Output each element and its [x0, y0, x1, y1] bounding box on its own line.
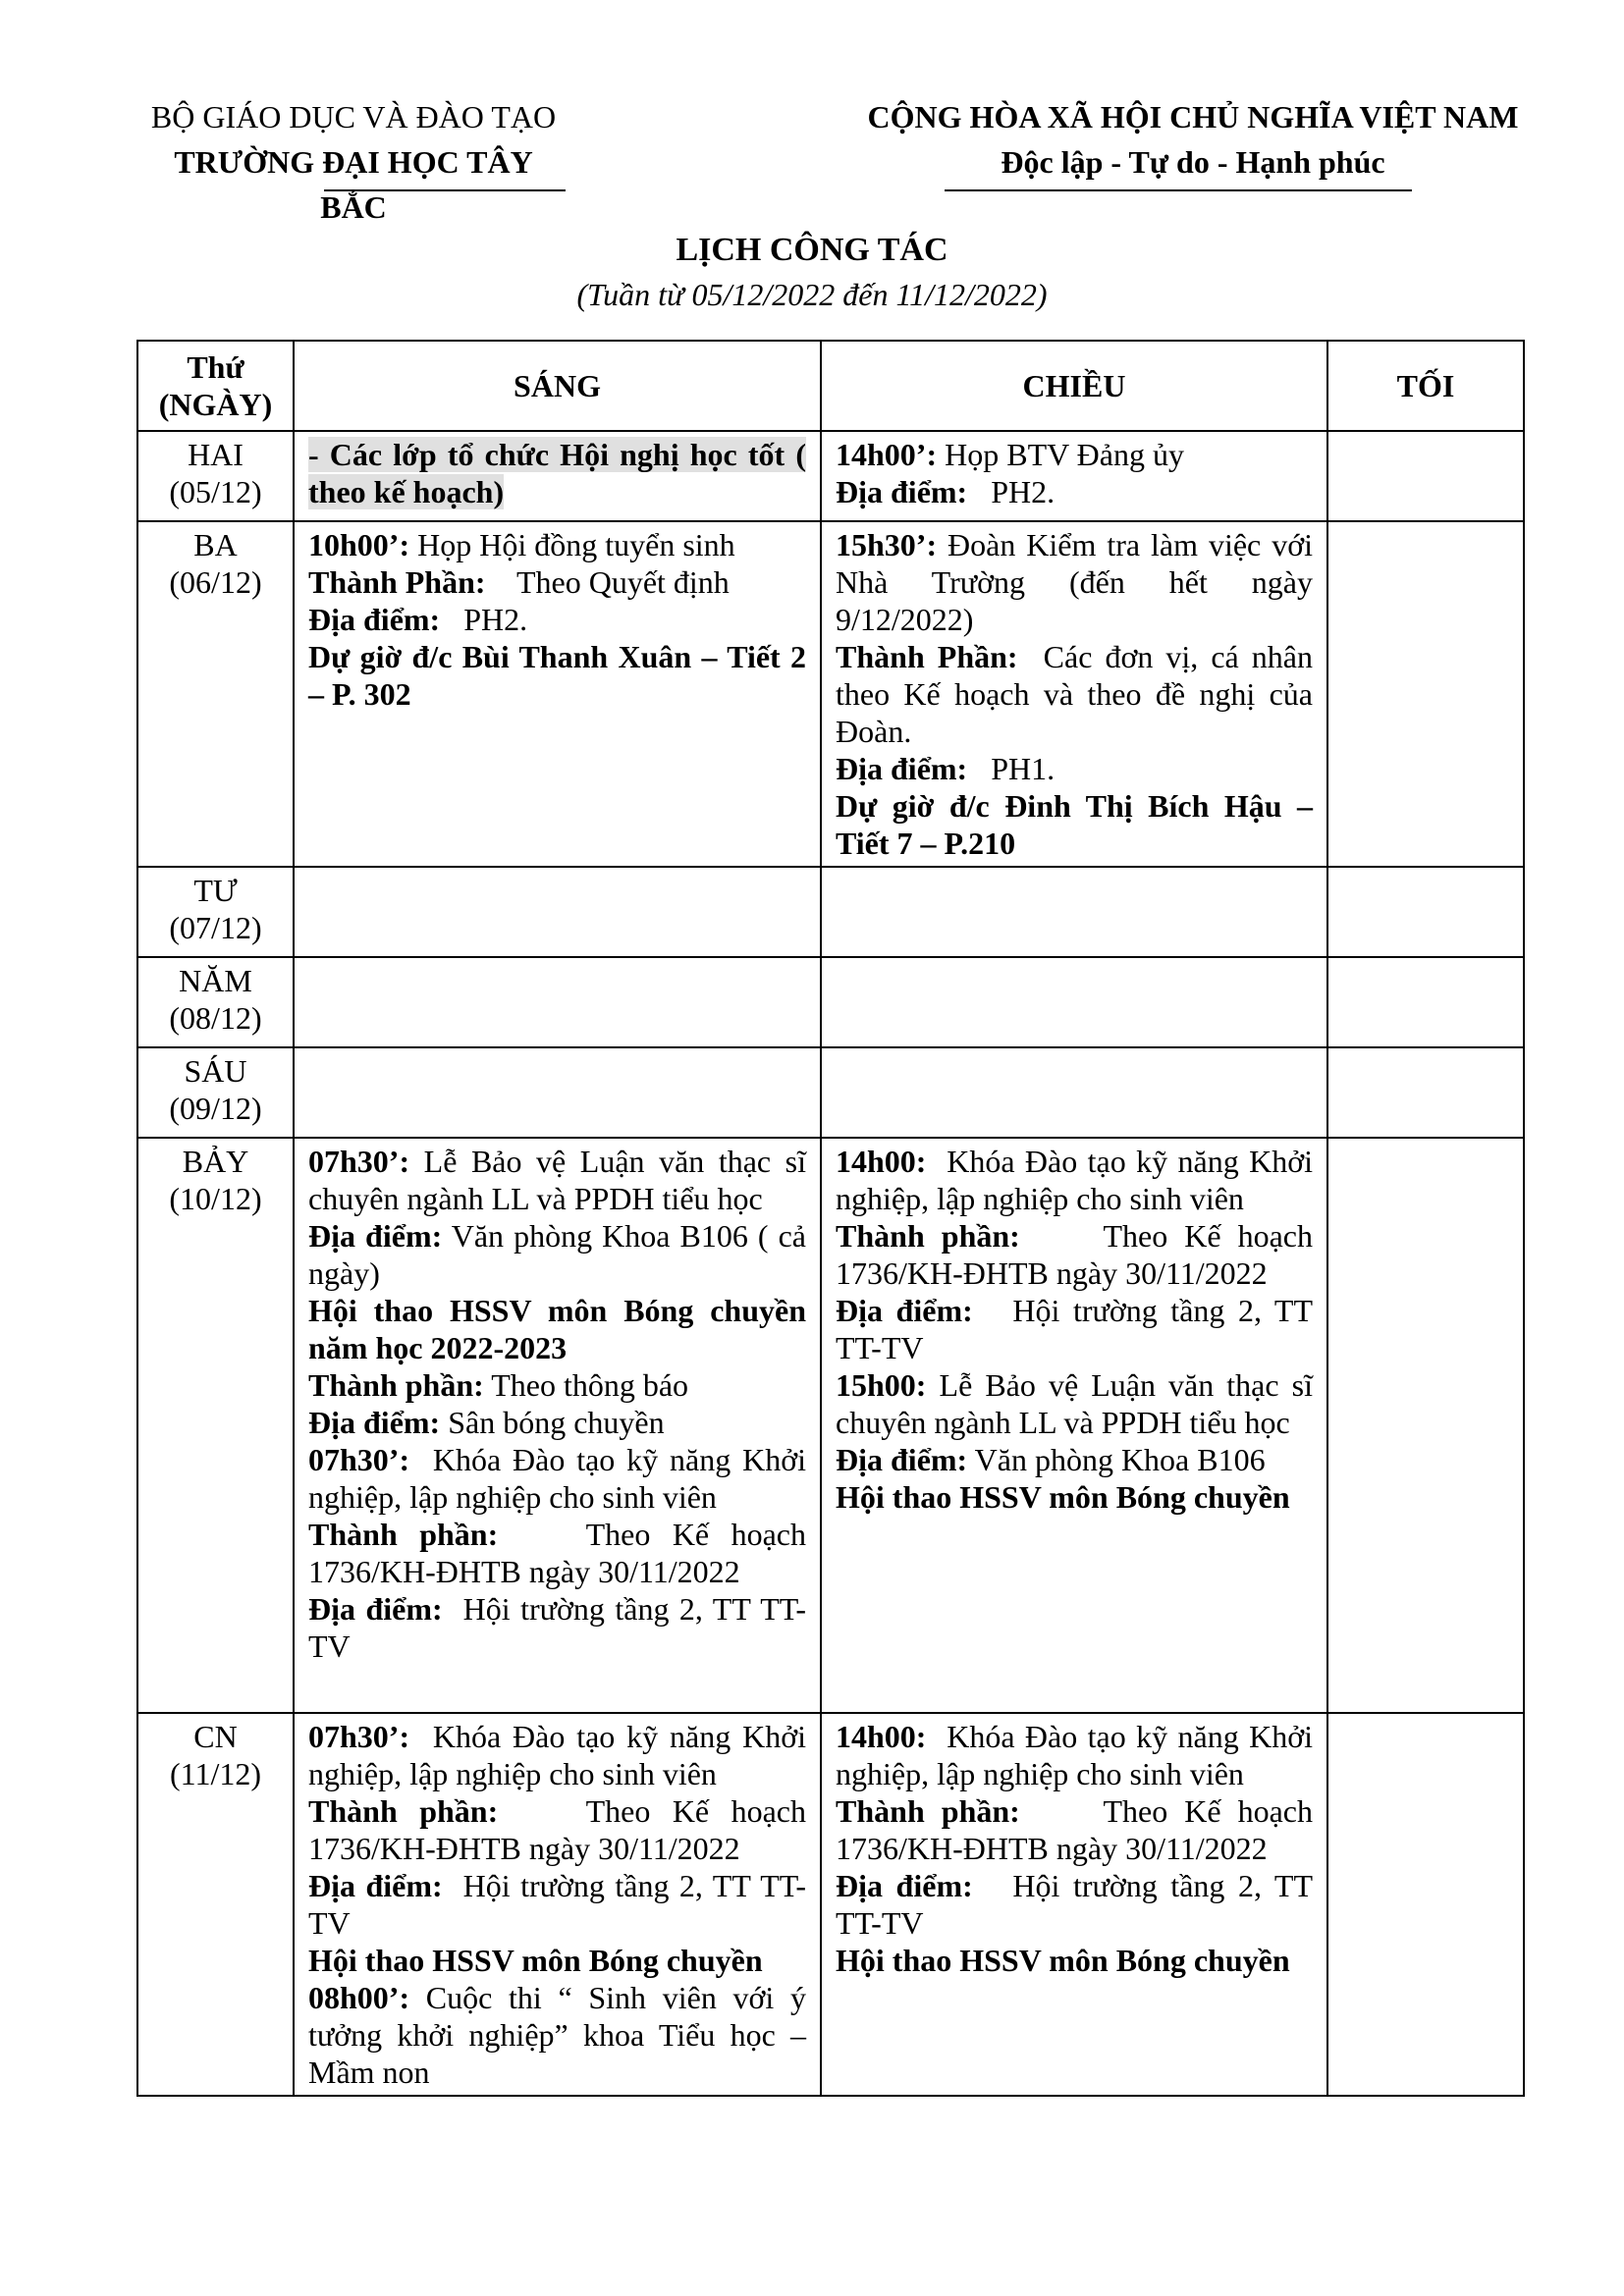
evening-cell — [1327, 867, 1524, 957]
entry-text: Họp Hội đồng tuyển sinh — [409, 527, 735, 562]
table-row — [137, 957, 1524, 1047]
day-name: SÁU — [184, 1053, 247, 1089]
schedule-entry — [308, 1979, 814, 2091]
entry-text: Khóa Đào tạo kỹ năng Khởi nghiệp, lập nghiệp cho sinh viên — [308, 1442, 814, 1515]
entry-heading: Hội thao HSSV môn Bóng chuyền — [836, 1479, 1290, 1515]
header-day — [137, 341, 294, 431]
day-cell — [137, 1713, 294, 2096]
national-heading — [839, 94, 1546, 185]
day-cell — [137, 957, 294, 1047]
schedule-entry — [308, 1942, 806, 1979]
schedule-entry — [836, 1478, 1313, 1516]
table-row — [137, 1047, 1524, 1138]
day-cell — [137, 867, 294, 957]
schedule-entry — [836, 750, 1313, 787]
table-row — [137, 867, 1524, 957]
schedule-entry — [836, 1867, 1321, 1942]
day-name: HAI — [188, 437, 244, 472]
evening-cell — [1327, 521, 1524, 867]
entry-heading: Hội thao HSSV môn Bóng chuyền — [308, 1943, 763, 1978]
issuer-underline — [324, 189, 566, 191]
evening-cell — [1327, 431, 1524, 521]
entry-text: Theo Kế hoạch 1736/KH-ĐHTB ngày 30/11/2022 — [836, 1793, 1322, 1866]
entry-text: Theo Kế hoạch 1736/KH-ĐHTB ngày 30/11/2022 — [308, 1793, 815, 1866]
entry-label: 15h30’: — [836, 527, 938, 562]
evening-cell — [1327, 1138, 1524, 1713]
entry-label: 14h00: — [836, 1144, 927, 1179]
day-cell — [137, 431, 294, 521]
table-row — [137, 521, 1524, 867]
entry-label: Thành phần: — [308, 1517, 499, 1552]
entry-text: Đoàn Kiểm tra làm việc với Nhà Trường (đến hết ngày 9/12/2022) — [836, 527, 1321, 637]
morning-cell — [294, 1713, 821, 2096]
schedule-entry — [836, 473, 1313, 510]
schedule-entry — [836, 1217, 1322, 1292]
day-name: TƯ — [193, 873, 238, 908]
day-name: NĂM — [179, 963, 252, 998]
afternoon-cell — [821, 957, 1327, 1047]
header-evening: TỐI — [1327, 341, 1524, 431]
ministry-name: BỘ GIÁO DỤC VÀ ĐÀO TẠO — [150, 99, 557, 134]
evening-cell — [1327, 1047, 1524, 1138]
entry-label: Thành phần: — [308, 1793, 499, 1829]
schedule-entry — [308, 1143, 814, 1217]
day-date: (08/12) — [169, 1000, 262, 1036]
entry-heading: Dự giờ đ/c Bùi Thanh Xuân – Tiết 2 – P. 302 — [308, 639, 806, 712]
schedule-entry — [308, 526, 806, 563]
entry-text: Theo Kế hoạch 1736/KH-ĐHTB ngày 30/11/2022 — [308, 1517, 815, 1589]
day-cell — [137, 521, 294, 867]
day-date: (11/12) — [169, 1756, 261, 1791]
entry-label: Địa điểm: — [308, 602, 441, 637]
day-date: (10/12) — [169, 1181, 262, 1216]
university-name: TRƯỜNG ĐẠI HỌC TÂY BẮC — [174, 144, 533, 225]
entry-heading: Hội thao HSSV môn Bóng chuyền năm học 2022-2023 — [308, 1293, 806, 1365]
table-header-row — [137, 341, 1524, 431]
table-row — [137, 1138, 1524, 1713]
entry-label: 10h00’: — [308, 527, 410, 562]
entry-label: Thành phần: — [836, 1793, 1020, 1829]
schedule-entry — [308, 1590, 806, 1665]
schedule-entry — [308, 1404, 806, 1441]
schedule-entry — [308, 1516, 815, 1590]
morning-cell — [294, 867, 821, 957]
entry-text: Họp BTV Đảng ủy — [937, 437, 1184, 472]
document-subtitle: (Tuần từ 05/12/2022 đến 11/12/2022) — [576, 277, 1048, 312]
schedule-entry — [308, 1867, 806, 1942]
table-row — [137, 1713, 1524, 2096]
entry-label: Địa điểm: — [308, 1218, 443, 1254]
entry-label: Địa điểm: — [836, 1293, 973, 1328]
entry-label: Địa điểm: — [308, 1405, 441, 1440]
day-name: BẢY — [182, 1144, 249, 1179]
day-name: CN — [193, 1719, 238, 1754]
schedule-entry — [836, 1366, 1321, 1441]
schedule-entry — [836, 1718, 1321, 1792]
entry-text: PH1. — [967, 751, 1056, 786]
entry-text: Văn phòng Khoa B106 ( cả ngày) — [308, 1218, 815, 1291]
entry-heading: Dự giờ đ/c Đinh Thị Bích Hậu – Tiết 7 – P.210 — [836, 788, 1313, 861]
afternoon-cell — [821, 521, 1327, 867]
schedule-entry — [836, 787, 1313, 862]
afternoon-cell — [821, 1047, 1327, 1138]
entry-text: Khóa Đào tạo kỹ năng Khởi nghiệp, lập nghiệp cho sinh viên — [836, 1719, 1321, 1791]
entry-label: 14h00: — [836, 1719, 927, 1754]
entry-text: Các đơn vị, cá nhân theo Kế hoạch và theo đề nghị của Đoàn. — [836, 639, 1322, 749]
schedule-entry — [308, 1292, 806, 1366]
entry-label: Địa điểm: — [308, 1591, 443, 1627]
issuer-block — [147, 94, 560, 230]
entry-label: Địa điểm: — [836, 751, 968, 786]
entry-text: PH2. — [967, 474, 1056, 509]
schedule-table — [136, 340, 1525, 2097]
day-date: (05/12) — [169, 474, 262, 509]
afternoon-cell — [821, 1138, 1327, 1713]
entry-label: 07h30’: — [308, 1442, 410, 1477]
header-afternoon: CHIỀU — [821, 341, 1327, 431]
morning-cell — [294, 431, 821, 521]
schedule-entry — [836, 436, 1313, 473]
schedule-entry — [308, 1441, 814, 1516]
entry-text: Cuộc thi “ Sinh viên với ý tưởng khởi nghiệp” khoa Tiểu học – Mầm non — [308, 1980, 814, 2090]
header-day-label: Thứ — [187, 349, 244, 385]
entry-label: Thành phần: — [308, 1367, 484, 1403]
entry-label: 07h30’: — [308, 1719, 410, 1754]
entry-text: Theo thông báo — [483, 1367, 689, 1403]
day-date: (09/12) — [169, 1091, 262, 1126]
header-morning: SÁNG — [294, 341, 821, 431]
schedule-entry — [308, 1217, 815, 1292]
afternoon-cell — [821, 1713, 1327, 2096]
entry-text: Theo Quyết định — [485, 564, 730, 600]
entry-text: Khóa Đào tạo kỹ năng Khởi nghiệp, lập nghiệp cho sinh viên — [836, 1144, 1321, 1216]
schedule-entry — [308, 436, 806, 510]
entry-text: Hội trường tầng 2, TT TT-TV — [308, 1868, 807, 1941]
entry-text: Lễ Bảo vệ Luận văn thạc sĩ chuyên ngành LL và PPDH tiểu học — [836, 1367, 1321, 1440]
entry-label: Thành Phần: — [308, 564, 486, 600]
motto-underline — [945, 189, 1412, 191]
entry-label: Thành Phần: — [836, 639, 1018, 674]
schedule-entry — [308, 638, 806, 713]
highlighted-entry-text: - Các lớp tổ chức Hội nghị học tốt ( theo kế hoạch) — [308, 437, 806, 509]
schedule-entry — [308, 601, 806, 638]
schedule-entry — [308, 1718, 814, 1792]
morning-cell — [294, 1047, 821, 1138]
schedule-body — [137, 431, 1524, 2096]
entry-text: Lễ Bảo vệ Luận văn thạc sĩ chuyên ngành LL và PPDH tiểu học — [308, 1144, 814, 1216]
schedule-entry — [836, 1942, 1313, 1979]
entry-label: 14h00’: — [836, 437, 938, 472]
country-name: CỘNG HÒA XÃ HỘI CHỦ NGHĨA VIỆT NAM — [867, 99, 1519, 134]
entry-label: 15h00: — [836, 1367, 927, 1403]
morning-cell — [294, 1138, 821, 1713]
afternoon-cell — [821, 867, 1327, 957]
entry-text: Theo Kế hoạch 1736/KH-ĐHTB ngày 30/11/2022 — [836, 1218, 1322, 1291]
entry-text: Hội trường tầng 2, TT TT-TV — [836, 1868, 1321, 1941]
day-date: (07/12) — [169, 910, 262, 945]
schedule-entry — [836, 1441, 1313, 1478]
entry-text: Sân bóng chuyền — [440, 1405, 665, 1440]
entry-label: Địa điểm: — [836, 474, 968, 509]
afternoon-cell — [821, 431, 1327, 521]
entry-text: Hội trường tầng 2, TT TT-TV — [836, 1293, 1321, 1365]
morning-cell — [294, 521, 821, 867]
day-cell — [137, 1138, 294, 1713]
schedule-entry — [836, 1792, 1322, 1867]
entry-label: Địa điểm: — [836, 1442, 968, 1477]
document-title: LỊCH CÔNG TÁC — [676, 232, 948, 268]
schedule-entry — [836, 526, 1321, 638]
day-name: BA — [193, 527, 238, 562]
schedule-entry — [836, 1143, 1321, 1217]
morning-cell — [294, 957, 821, 1047]
entry-text: Khóa Đào tạo kỹ năng Khởi nghiệp, lập nghiệp cho sinh viên — [308, 1719, 814, 1791]
schedule-entry — [836, 1292, 1321, 1366]
schedule-entry — [308, 563, 806, 601]
entry-label: Địa điểm: — [308, 1868, 443, 1903]
entry-label: Địa điểm: — [836, 1868, 973, 1903]
schedule-entry — [308, 1792, 815, 1867]
entry-heading: Hội thao HSSV môn Bóng chuyền — [836, 1943, 1290, 1978]
day-cell — [137, 1047, 294, 1138]
table-row — [137, 431, 1524, 521]
national-motto: Độc lập - Tự do - Hạnh phúc — [1001, 144, 1385, 180]
schedule-entry — [308, 1366, 806, 1404]
evening-cell — [1327, 957, 1524, 1047]
entry-text: PH2. — [440, 602, 528, 637]
evening-cell — [1327, 1713, 1524, 2096]
entry-label: 08h00’: — [308, 1980, 410, 2015]
day-date: (06/12) — [169, 564, 262, 600]
schedule-entry — [836, 638, 1322, 750]
header-date-label: (NGÀY) — [158, 387, 273, 422]
entry-text: Văn phòng Khoa B106 — [967, 1442, 1266, 1477]
entry-label: 07h30’: — [308, 1144, 410, 1179]
entry-label: Thành phần: — [836, 1218, 1020, 1254]
entry-text: Hội trường tầng 2, TT TT-TV — [308, 1591, 807, 1664]
